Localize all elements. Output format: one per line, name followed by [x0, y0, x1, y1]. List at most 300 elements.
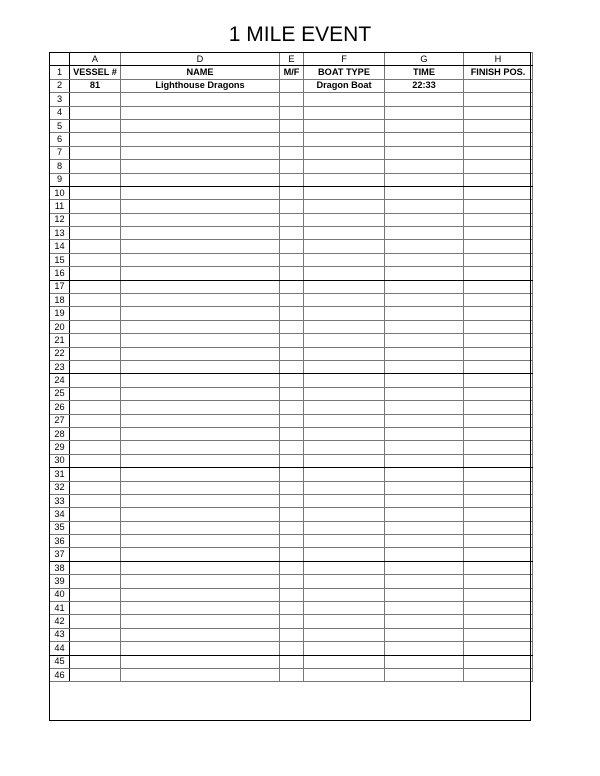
cell-vessel[interactable] — [70, 615, 121, 628]
cell-boat-type[interactable] — [304, 200, 385, 213]
cell-name[interactable] — [121, 320, 280, 333]
cell-boat-type[interactable] — [304, 227, 385, 240]
cell-vessel[interactable] — [70, 280, 121, 293]
cell-name[interactable] — [121, 628, 280, 641]
cell-finish[interactable] — [464, 227, 533, 240]
cell-time[interactable] — [385, 521, 464, 534]
cell-boat-type[interactable] — [304, 628, 385, 641]
cell-finish[interactable] — [464, 294, 533, 307]
cell-mf[interactable] — [280, 454, 304, 467]
cell-mf[interactable] — [280, 535, 304, 548]
cell-name[interactable] — [121, 240, 280, 253]
cell-vessel[interactable] — [70, 320, 121, 333]
cell-finish[interactable] — [464, 628, 533, 641]
cell-name[interactable] — [121, 253, 280, 266]
cell-vessel[interactable] — [70, 441, 121, 454]
cell-finish[interactable] — [464, 535, 533, 548]
cell-boat-type[interactable] — [304, 414, 385, 427]
cell-boat-type[interactable] — [304, 655, 385, 668]
table-row — [50, 133, 533, 146]
cell-time[interactable] — [385, 441, 464, 454]
cell-vessel[interactable] — [70, 213, 121, 226]
cell-name[interactable] — [121, 119, 280, 132]
row-number: 35 — [50, 521, 70, 534]
cell-mf[interactable] — [280, 427, 304, 440]
cell-vessel[interactable] — [70, 668, 121, 681]
cell-name[interactable] — [121, 200, 280, 213]
cell-name[interactable] — [121, 347, 280, 360]
cell-mf[interactable] — [280, 441, 304, 454]
cell-finish[interactable] — [464, 414, 533, 427]
cell-time[interactable] — [385, 200, 464, 213]
cell-vessel[interactable] — [70, 401, 121, 414]
cell-mf[interactable] — [280, 240, 304, 253]
cell-mf[interactable] — [280, 173, 304, 186]
cell-finish[interactable] — [464, 655, 533, 668]
cell-mf[interactable] — [280, 521, 304, 534]
cell-time[interactable] — [385, 173, 464, 186]
cell-vessel[interactable] — [70, 535, 121, 548]
cell-boat-type[interactable] — [304, 334, 385, 347]
cell-time[interactable] — [385, 401, 464, 414]
cell-boat-type[interactable] — [304, 267, 385, 280]
cell-finish[interactable] — [464, 133, 533, 146]
cell-mf[interactable] — [280, 160, 304, 173]
cell-finish[interactable] — [464, 561, 533, 574]
cell-finish[interactable] — [464, 186, 533, 199]
cell-time[interactable] — [385, 561, 464, 574]
cell-mf[interactable] — [280, 561, 304, 574]
cell-vessel[interactable] — [70, 414, 121, 427]
cell-time[interactable] — [385, 575, 464, 588]
header-finish[interactable]: FINISH POS. — [464, 66, 533, 79]
cell-mf[interactable] — [280, 253, 304, 266]
cell-time[interactable] — [385, 468, 464, 481]
cell-name[interactable] — [121, 334, 280, 347]
cell-boat-type[interactable] — [304, 521, 385, 534]
cell-boat-type[interactable] — [304, 642, 385, 655]
cell-mf[interactable] — [280, 374, 304, 387]
cell-vessel[interactable] — [70, 119, 121, 132]
cell-vessel[interactable] — [70, 160, 121, 173]
cell-name[interactable] — [121, 401, 280, 414]
table-row — [50, 213, 533, 226]
cell-finish[interactable] — [464, 494, 533, 507]
cell-boat-type[interactable] — [304, 320, 385, 333]
cell-finish[interactable] — [464, 307, 533, 320]
cell-finish[interactable] — [464, 93, 533, 106]
cell-name[interactable] — [121, 668, 280, 681]
cell-time[interactable] — [385, 146, 464, 159]
cell-name[interactable] — [121, 615, 280, 628]
cell-finish[interactable] — [464, 106, 533, 119]
cell-finish[interactable] — [464, 387, 533, 400]
cell-vessel[interactable] — [70, 307, 121, 320]
cell-name[interactable] — [121, 655, 280, 668]
cell-finish[interactable] — [464, 521, 533, 534]
row-number: 1 — [50, 66, 70, 79]
cell-time[interactable] — [385, 253, 464, 266]
cell-time[interactable] — [385, 387, 464, 400]
cell-boat-type[interactable] — [304, 468, 385, 481]
cell-time[interactable] — [385, 414, 464, 427]
cell-name[interactable] — [121, 602, 280, 615]
cell-finish[interactable] — [464, 280, 533, 293]
cell-time[interactable] — [385, 602, 464, 615]
cell-finish[interactable] — [464, 454, 533, 467]
cell-time[interactable]: 22:33 — [385, 79, 464, 92]
cell-mf[interactable] — [280, 360, 304, 373]
cell-time[interactable] — [385, 160, 464, 173]
cell-vessel[interactable] — [70, 334, 121, 347]
cell-time[interactable] — [385, 642, 464, 655]
row-number: 25 — [50, 387, 70, 400]
cell-vessel[interactable] — [70, 173, 121, 186]
cell-finish[interactable] — [464, 360, 533, 373]
cell-boat-type[interactable] — [304, 240, 385, 253]
cell-mf[interactable] — [280, 615, 304, 628]
cell-finish[interactable] — [464, 173, 533, 186]
cell-finish[interactable] — [464, 374, 533, 387]
cell-boat-type[interactable] — [304, 146, 385, 159]
cell-name[interactable] — [121, 588, 280, 601]
cell-name[interactable] — [121, 468, 280, 481]
cell-boat-type[interactable] — [304, 387, 385, 400]
cell-name[interactable]: Lighthouse Dragons — [121, 79, 280, 92]
cell-finish[interactable] — [464, 334, 533, 347]
cell-mf[interactable] — [280, 588, 304, 601]
cell-mf[interactable] — [280, 387, 304, 400]
cell-boat-type[interactable] — [304, 602, 385, 615]
table-row — [50, 521, 533, 534]
cell-name[interactable] — [121, 642, 280, 655]
header-mf[interactable]: M/F — [280, 66, 304, 79]
cell-finish[interactable] — [464, 267, 533, 280]
cell-finish[interactable] — [464, 347, 533, 360]
cell-boat-type[interactable] — [304, 508, 385, 521]
cell-name[interactable] — [121, 521, 280, 534]
cell-time[interactable] — [385, 307, 464, 320]
cell-mf[interactable] — [280, 347, 304, 360]
cell-vessel[interactable] — [70, 521, 121, 534]
cell-finish[interactable] — [464, 575, 533, 588]
cell-time[interactable] — [385, 668, 464, 681]
cell-boat-type[interactable] — [304, 253, 385, 266]
cell-boat-type[interactable] — [304, 213, 385, 226]
cell-name[interactable] — [121, 441, 280, 454]
cell-finish[interactable] — [464, 588, 533, 601]
cell-name[interactable] — [121, 160, 280, 173]
cell-mf[interactable] — [280, 628, 304, 641]
cell-name[interactable] — [121, 414, 280, 427]
cell-name[interactable] — [121, 454, 280, 467]
cell-time[interactable] — [385, 213, 464, 226]
cell-time[interactable] — [385, 508, 464, 521]
cell-vessel[interactable] — [70, 227, 121, 240]
cell-time[interactable] — [385, 294, 464, 307]
table-row — [50, 347, 533, 360]
column-letter-e[interactable]: E — [280, 53, 304, 66]
cell-mf[interactable] — [280, 227, 304, 240]
cell-time[interactable] — [385, 133, 464, 146]
cell-vessel[interactable] — [70, 588, 121, 601]
cell-vessel[interactable] — [70, 548, 121, 561]
cell-mf[interactable] — [280, 655, 304, 668]
cell-finish[interactable] — [464, 160, 533, 173]
column-letter-a[interactable]: A — [70, 53, 121, 66]
cell-time[interactable] — [385, 186, 464, 199]
cell-mf[interactable] — [280, 508, 304, 521]
row-number: 7 — [50, 146, 70, 159]
cell-mf[interactable] — [280, 414, 304, 427]
cell-boat-type[interactable] — [304, 360, 385, 373]
cell-finish[interactable] — [464, 401, 533, 414]
cell-mf[interactable] — [280, 280, 304, 293]
cell-mf[interactable] — [280, 320, 304, 333]
cell-boat-type[interactable] — [304, 441, 385, 454]
cell-name[interactable] — [121, 575, 280, 588]
cell-boat-type[interactable] — [304, 93, 385, 106]
cell-finish[interactable] — [464, 320, 533, 333]
cell-time[interactable] — [385, 280, 464, 293]
cell-vessel[interactable] — [70, 602, 121, 615]
cell-finish[interactable] — [464, 200, 533, 213]
row-number: 20 — [50, 320, 70, 333]
cell-vessel[interactable] — [70, 253, 121, 266]
cell-mf[interactable] — [280, 575, 304, 588]
cell-vessel[interactable] — [70, 561, 121, 574]
row-number: 38 — [50, 561, 70, 574]
cell-finish[interactable] — [464, 642, 533, 655]
cell-vessel[interactable] — [70, 642, 121, 655]
row-number: 13 — [50, 227, 70, 240]
header-vessel[interactable]: VESSEL # — [70, 66, 121, 79]
cell-mf[interactable] — [280, 146, 304, 159]
cell-vessel[interactable] — [70, 186, 121, 199]
cell-vessel[interactable] — [70, 427, 121, 440]
cell-boat-type[interactable] — [304, 401, 385, 414]
cell-boat-type[interactable] — [304, 160, 385, 173]
cell-vessel[interactable] — [70, 481, 121, 494]
cell-time[interactable] — [385, 240, 464, 253]
table-row — [50, 253, 533, 266]
cell-name[interactable] — [121, 186, 280, 199]
cell-vessel[interactable] — [70, 575, 121, 588]
cell-vessel[interactable] — [70, 240, 121, 253]
table-row — [50, 414, 533, 427]
cell-boat-type[interactable] — [304, 481, 385, 494]
cell-name[interactable] — [121, 360, 280, 373]
cell-mf[interactable] — [280, 79, 304, 92]
cell-boat-type[interactable] — [304, 535, 385, 548]
cell-name[interactable] — [121, 307, 280, 320]
cell-time[interactable] — [385, 655, 464, 668]
cell-name[interactable] — [121, 93, 280, 106]
cell-vessel[interactable] — [70, 294, 121, 307]
cell-name[interactable] — [121, 427, 280, 440]
cell-boat-type[interactable]: Dragon Boat — [304, 79, 385, 92]
cell-time[interactable] — [385, 347, 464, 360]
cell-finish[interactable] — [464, 441, 533, 454]
cell-boat-type[interactable] — [304, 494, 385, 507]
cell-name[interactable] — [121, 494, 280, 507]
cell-name[interactable] — [121, 481, 280, 494]
row-number: 42 — [50, 615, 70, 628]
cell-finish[interactable] — [464, 548, 533, 561]
cell-name[interactable] — [121, 106, 280, 119]
cell-time[interactable] — [385, 481, 464, 494]
cell-name[interactable] — [121, 374, 280, 387]
header-boat-type[interactable]: BOAT TYPE — [304, 66, 385, 79]
cell-boat-type[interactable] — [304, 561, 385, 574]
cell-name[interactable] — [121, 548, 280, 561]
cell-finish[interactable] — [464, 481, 533, 494]
cell-vessel[interactable] — [70, 106, 121, 119]
cell-time[interactable] — [385, 588, 464, 601]
cell-mf[interactable] — [280, 267, 304, 280]
cell-boat-type[interactable] — [304, 133, 385, 146]
cell-mf[interactable] — [280, 642, 304, 655]
cell-mf[interactable] — [280, 334, 304, 347]
table-row — [50, 280, 533, 293]
cell-boat-type[interactable] — [304, 588, 385, 601]
cell-vessel[interactable] — [70, 494, 121, 507]
cell-boat-type[interactable] — [304, 374, 385, 387]
cell-boat-type[interactable] — [304, 294, 385, 307]
cell-time[interactable] — [385, 334, 464, 347]
cell-name[interactable] — [121, 267, 280, 280]
cell-time[interactable] — [385, 494, 464, 507]
cell-name[interactable] — [121, 535, 280, 548]
cell-boat-type[interactable] — [304, 347, 385, 360]
cell-finish[interactable] — [464, 468, 533, 481]
cell-finish[interactable] — [464, 213, 533, 226]
cell-name[interactable] — [121, 227, 280, 240]
cell-mf[interactable] — [280, 307, 304, 320]
cell-vessel[interactable] — [70, 508, 121, 521]
cell-time[interactable] — [385, 320, 464, 333]
cell-time[interactable] — [385, 360, 464, 373]
cell-time[interactable] — [385, 227, 464, 240]
cell-mf[interactable] — [280, 93, 304, 106]
cell-mf[interactable] — [280, 468, 304, 481]
cell-time[interactable] — [385, 119, 464, 132]
cell-mf[interactable] — [280, 602, 304, 615]
cell-mf[interactable] — [280, 401, 304, 414]
cell-time[interactable] — [385, 615, 464, 628]
cell-boat-type[interactable] — [304, 615, 385, 628]
cell-mf[interactable] — [280, 119, 304, 132]
cell-name[interactable] — [121, 561, 280, 574]
cell-name[interactable] — [121, 387, 280, 400]
cell-boat-type[interactable] — [304, 106, 385, 119]
cell-vessel[interactable] — [70, 146, 121, 159]
cell-boat-type[interactable] — [304, 548, 385, 561]
cell-finish[interactable] — [464, 119, 533, 132]
cell-boat-type[interactable] — [304, 427, 385, 440]
cell-mf[interactable] — [280, 200, 304, 213]
cell-time[interactable] — [385, 454, 464, 467]
cell-vessel[interactable] — [70, 374, 121, 387]
cell-mf[interactable] — [280, 106, 304, 119]
column-letter-g[interactable]: G — [385, 53, 464, 66]
cell-mf[interactable] — [280, 494, 304, 507]
header-name[interactable]: NAME — [121, 66, 280, 79]
row-number: 40 — [50, 588, 70, 601]
cell-vessel[interactable] — [70, 93, 121, 106]
cell-finish[interactable] — [464, 668, 533, 681]
cell-time[interactable] — [385, 267, 464, 280]
cell-vessel[interactable]: 81 — [70, 79, 121, 92]
row-number: 8 — [50, 160, 70, 173]
cell-vessel[interactable] — [70, 360, 121, 373]
cell-finish[interactable] — [464, 427, 533, 440]
column-letter-d[interactable]: D — [121, 53, 280, 66]
cell-mf[interactable] — [280, 186, 304, 199]
cell-boat-type[interactable] — [304, 307, 385, 320]
column-letter-h[interactable]: H — [464, 53, 533, 66]
cell-finish[interactable] — [464, 508, 533, 521]
cell-finish[interactable] — [464, 253, 533, 266]
cell-time[interactable] — [385, 548, 464, 561]
cell-boat-type[interactable] — [304, 668, 385, 681]
cell-time[interactable] — [385, 374, 464, 387]
cell-vessel[interactable] — [70, 387, 121, 400]
cell-vessel[interactable] — [70, 267, 121, 280]
cell-finish[interactable] — [464, 79, 533, 92]
cell-name[interactable] — [121, 280, 280, 293]
cell-vessel[interactable] — [70, 200, 121, 213]
cell-vessel[interactable] — [70, 454, 121, 467]
cell-vessel[interactable] — [70, 133, 121, 146]
cell-boat-type[interactable] — [304, 575, 385, 588]
cell-vessel[interactable] — [70, 468, 121, 481]
cell-finish[interactable] — [464, 602, 533, 615]
cell-name[interactable] — [121, 133, 280, 146]
cell-mf[interactable] — [280, 213, 304, 226]
cell-boat-type[interactable] — [304, 454, 385, 467]
cell-boat-type[interactable] — [304, 119, 385, 132]
cell-name[interactable] — [121, 146, 280, 159]
cell-mf[interactable] — [280, 294, 304, 307]
cell-vessel[interactable] — [70, 628, 121, 641]
cell-vessel[interactable] — [70, 347, 121, 360]
cell-mf[interactable] — [280, 133, 304, 146]
header-time[interactable]: TIME — [385, 66, 464, 79]
cell-finish[interactable] — [464, 146, 533, 159]
cell-time[interactable] — [385, 427, 464, 440]
cell-finish[interactable] — [464, 615, 533, 628]
cell-name[interactable] — [121, 213, 280, 226]
cell-time[interactable] — [385, 106, 464, 119]
cell-time[interactable] — [385, 628, 464, 641]
cell-mf[interactable] — [280, 481, 304, 494]
cell-mf[interactable] — [280, 548, 304, 561]
cell-mf[interactable] — [280, 668, 304, 681]
column-letter-f[interactable]: F — [304, 53, 385, 66]
cell-name[interactable] — [121, 508, 280, 521]
cell-finish[interactable] — [464, 240, 533, 253]
cell-boat-type[interactable] — [304, 186, 385, 199]
cell-name[interactable] — [121, 294, 280, 307]
cell-time[interactable] — [385, 93, 464, 106]
cell-time[interactable] — [385, 535, 464, 548]
table-row — [50, 668, 533, 681]
cell-vessel[interactable] — [70, 655, 121, 668]
cell-boat-type[interactable] — [304, 173, 385, 186]
cell-boat-type[interactable] — [304, 280, 385, 293]
cell-name[interactable] — [121, 173, 280, 186]
